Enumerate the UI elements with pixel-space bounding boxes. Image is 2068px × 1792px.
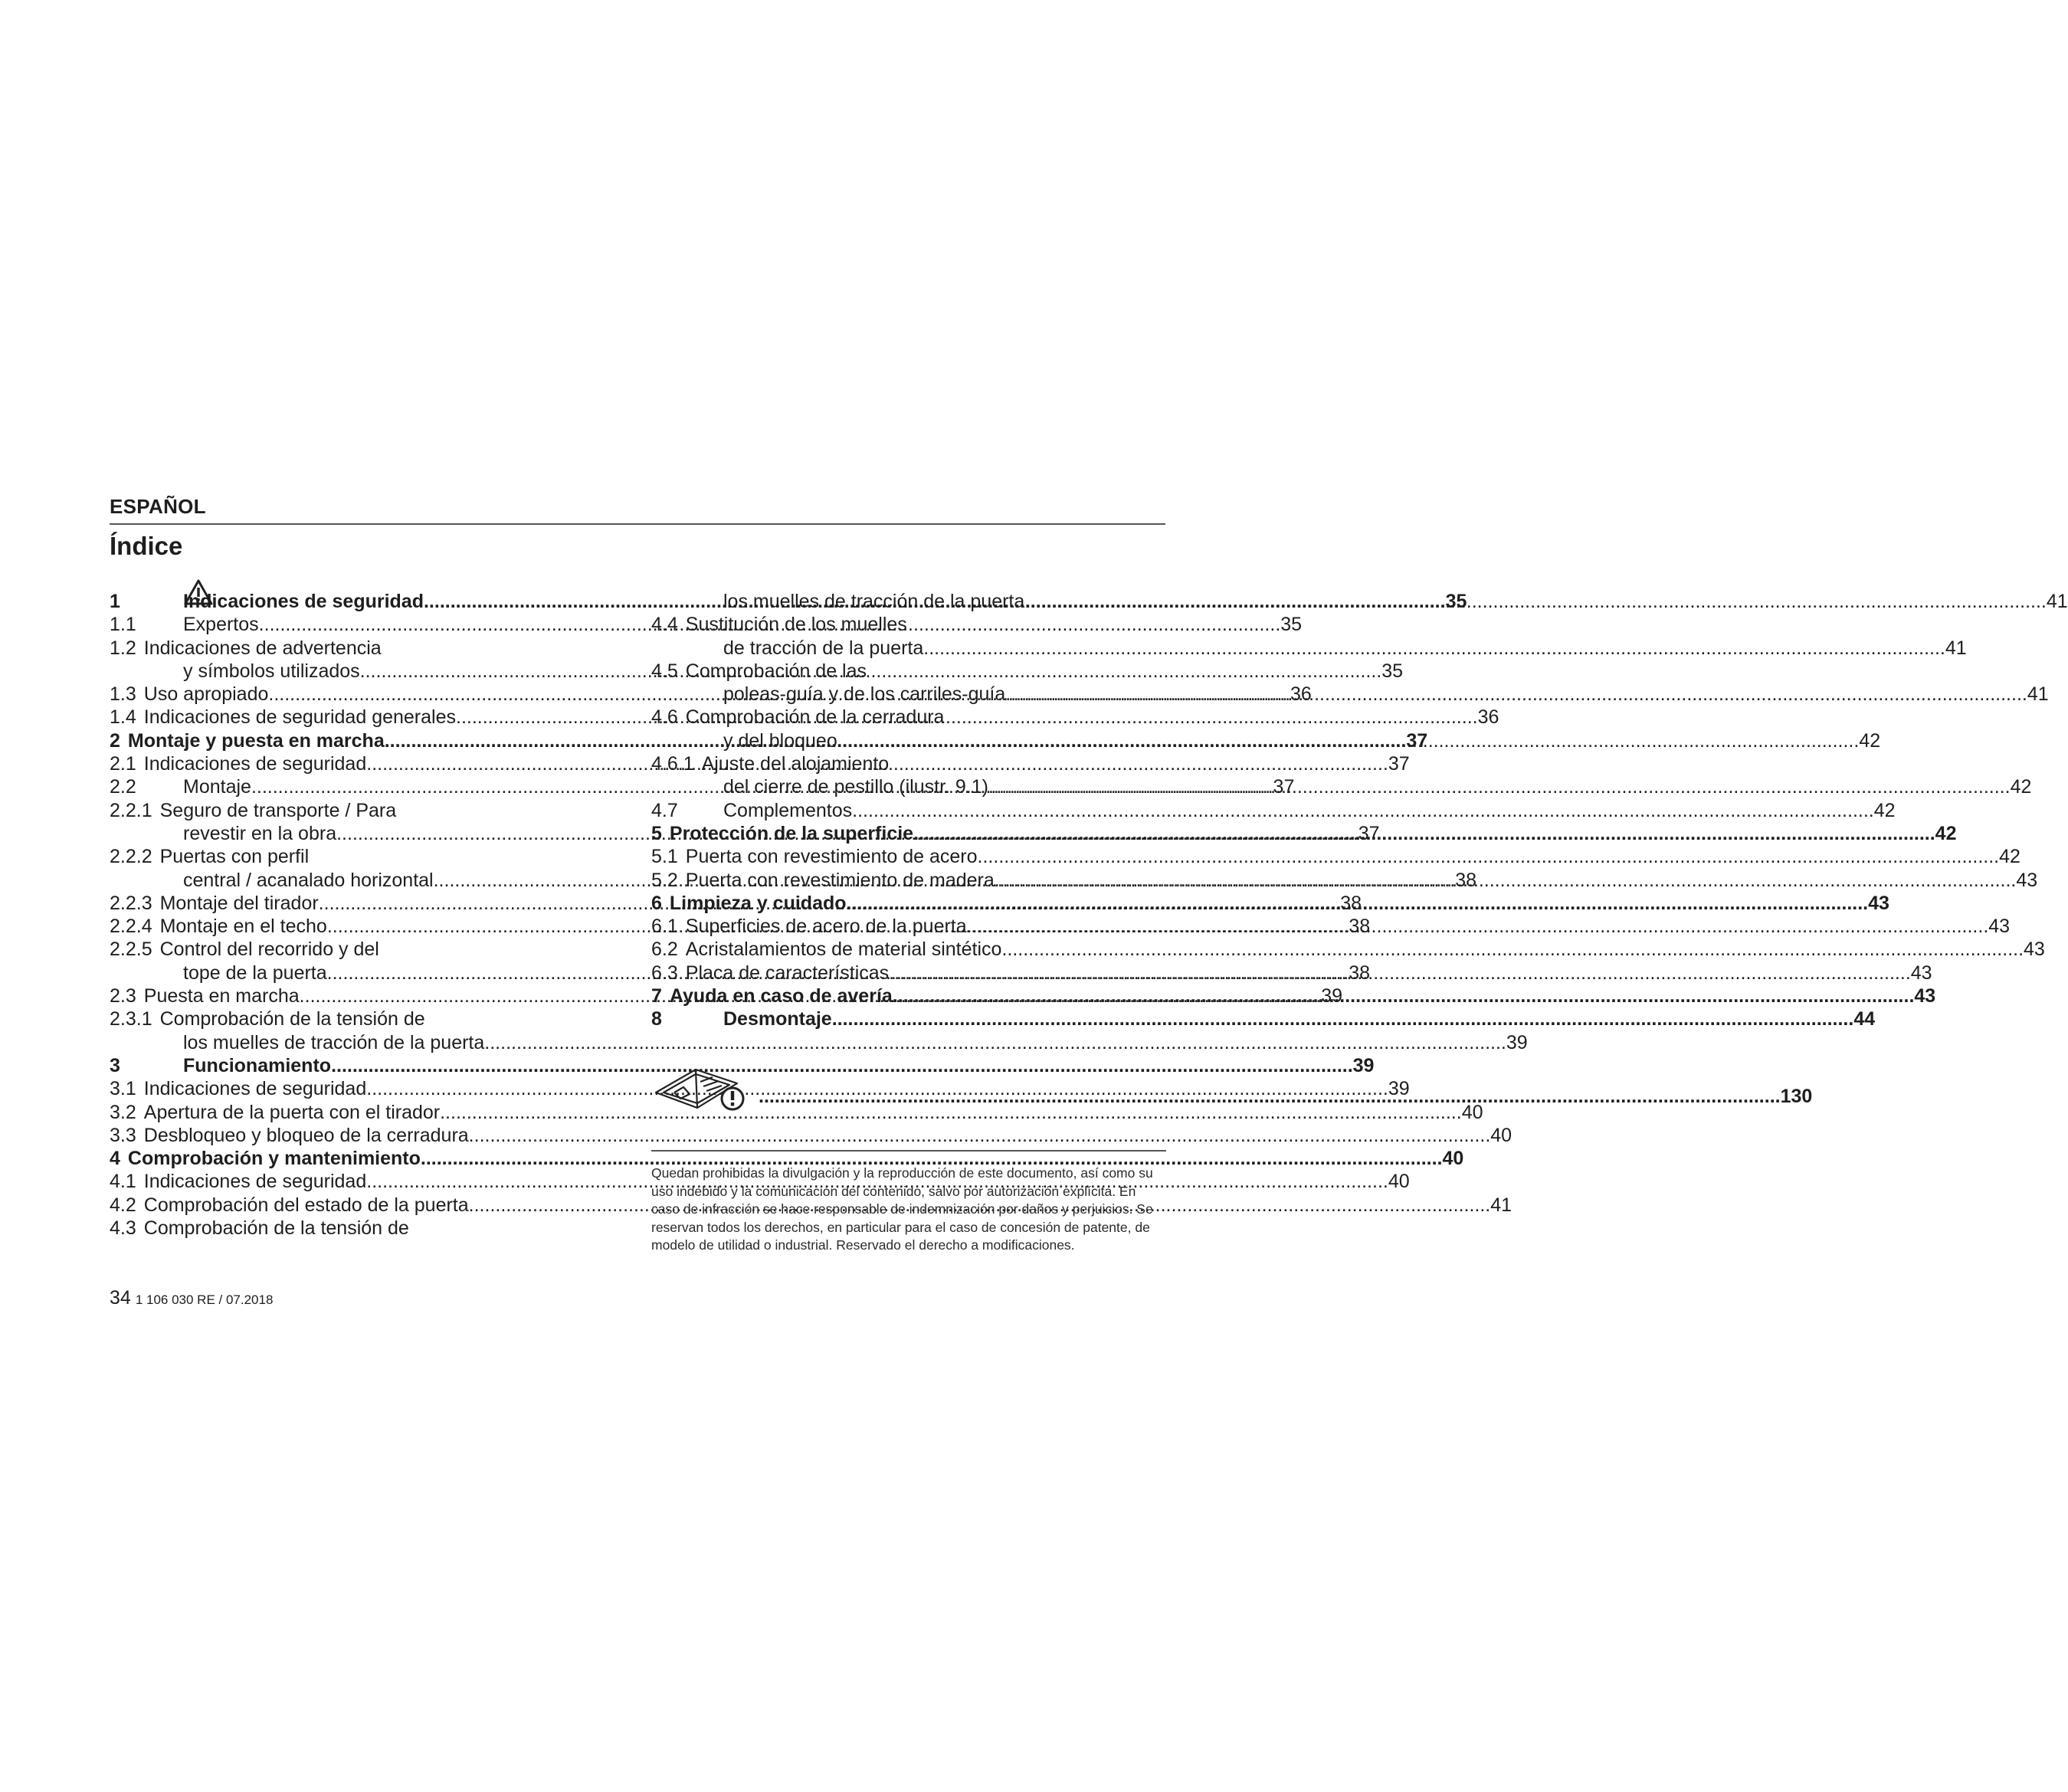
toc-entry[interactable] [110, 1147, 1464, 1170]
toc-page-number: 42 [1859, 729, 1881, 752]
toc-entry-title: Comprobación de la cerradura [685, 706, 945, 729]
toc-entry-title: Seguro de transporte / Para [159, 799, 397, 821]
toc-entry-title: Uso apropiado [143, 683, 269, 706]
toc-entry-number: 4.4 [651, 614, 678, 636]
toc-entry[interactable] [651, 706, 1128, 729]
toc-entry-number: 4.7 [651, 799, 678, 821]
toc-entry-number: 5.2 [651, 869, 678, 891]
toc-page-number: 35 [1445, 591, 1467, 612]
copyright-notice: Quedan prohibidas la divulgación y la reproducción de este documento, así como su uso indebido y la comunicación del contenido, salvo por autorización explícita. En caso de infracción se hace responsable de indemnización por daños y perjuicios. Se reservan todos los derechos, en particular para el caso de concesión de patente, de modelo de utilidad o industrial. Reservado el derecho a modificaciones. [651, 1165, 1153, 1253]
toc-entry-title: Comprobación de las [685, 660, 867, 682]
toc-leader-dots [988, 775, 2011, 798]
toc-page-number: 37 [1406, 729, 1428, 752]
toc-entry-title: Sustitución de los muelles [685, 614, 907, 636]
language-heading: ESPAÑOL [110, 495, 206, 518]
toc-page-number: 43 [2024, 939, 2045, 961]
toc-entry-title: Indicaciones de seguridad [143, 753, 367, 775]
toc-entry[interactable] [651, 752, 1128, 775]
toc-entry-title: los muelles de tracción de la puerta [183, 1031, 485, 1053]
toc-entry-number: 2.2.3 [110, 892, 152, 914]
toc-entry-title: tope de la puerta [183, 962, 327, 984]
toc-leader-dots [967, 915, 1989, 938]
toc-entry-number: 6 [651, 892, 662, 914]
toc-entry-title: Indicaciones de seguridad generales [143, 706, 456, 729]
toc-entry[interactable] [110, 1170, 1410, 1193]
toc-entry-number: 3 [110, 1054, 120, 1076]
toc-entry-title: Montaje del tirador [159, 892, 319, 914]
toc-page-number: 43 [2016, 869, 2038, 891]
toc-entry-title: Montaje en el techo [159, 916, 327, 938]
toc-entry-title: Indicaciones de seguridad [143, 1171, 367, 1193]
toc-entry-number: 4.3 [110, 1217, 136, 1240]
toc-entry-title: Ajuste del alojamiento [701, 753, 890, 775]
toc-page-number: 37 [1358, 822, 1380, 844]
toc-entry[interactable] [651, 845, 2020, 868]
toc-entry-number: 1 [110, 591, 120, 612]
toc-entry-title: Comprobación y mantenimiento [127, 1148, 421, 1170]
toc-entry-number: 1.3 [110, 683, 136, 706]
toc-leader-dots [1024, 590, 2047, 613]
toc-page-number: 41 [2046, 591, 2068, 612]
toc-entry-title: Desbloqueo y bloqueo de la cerradura [143, 1124, 469, 1146]
toc-leader-dots [1005, 683, 2027, 706]
toc-page-number: 40 [1490, 1124, 1512, 1146]
toc-entry[interactable] [110, 1054, 1375, 1077]
toc-entry-number: 7 [651, 985, 662, 1007]
toc-entry-number: 4 [110, 1148, 120, 1170]
toc-entry-title: Protección de la superficie [669, 822, 914, 844]
toc-entry-number: 2.2 [110, 776, 136, 798]
toc-page-number: 43 [1914, 985, 1936, 1007]
toc-entry-number: 4.2 [110, 1194, 136, 1216]
toc-entry-title: revestir en la obra [183, 822, 337, 844]
toc-entry-title: de tracción de la puerta [723, 637, 924, 659]
toc-entry-number: 1.2 [110, 637, 136, 659]
illustrated-section-icon [653, 1063, 760, 1115]
toc-entry-title: Limpieza y cuidado [669, 892, 847, 914]
toc-page-number: 42 [1873, 799, 1896, 821]
toc-entry[interactable] [110, 1077, 1410, 1100]
toc-page-number: 39 [1352, 1054, 1375, 1076]
toc-entry-number: 2.2.1 [110, 799, 152, 821]
toc-entry[interactable] [651, 637, 1967, 660]
toc-page-number: 40 [1442, 1148, 1464, 1170]
toc-page-number: 39 [1506, 1031, 1528, 1053]
toc-entry[interactable] [110, 938, 617, 961]
toc-entry-number: 8 [651, 1008, 662, 1030]
toc-entry-number: 2.3.1 [110, 1008, 152, 1030]
toc-entry-title: Apertura de la puerta con el tirador [143, 1101, 441, 1123]
toc-entry-number: 6.3 [651, 962, 678, 984]
toc-entry-title: y símbolos utilizados [183, 660, 360, 682]
toc-entry-number: 5 [651, 822, 662, 844]
toc-entry-number: 5.1 [651, 846, 678, 868]
toc-entry-title: Acristalamientos de material sintético [685, 939, 1002, 961]
toc-leader-dots [913, 822, 1935, 845]
toc-leader-dots [837, 729, 1860, 752]
toc-entry[interactable] [651, 613, 1128, 636]
toc-entry-number: 1.1 [110, 614, 136, 636]
toc-page-number: 130 [1780, 1086, 1813, 1107]
toc-entry-title: y del bloqueo [723, 729, 837, 752]
toc-page-number: 43 [1868, 892, 1889, 914]
toc-entry[interactable] [651, 660, 1128, 683]
page-number: 34 [110, 1287, 131, 1309]
toc-entry[interactable] [110, 845, 617, 868]
toc-entry-number: 4.6.1 [651, 753, 694, 775]
toc-entry-number: 3.3 [110, 1124, 136, 1146]
toc-page-number: 38 [1340, 892, 1362, 914]
toc-page-number: 43 [1988, 916, 2011, 938]
toc-entry-number: 4.5 [651, 660, 678, 682]
toc-entry[interactable] [110, 799, 617, 822]
toc-entry-title: del cierre de pestillo (ilustr. 9.1) [723, 776, 988, 798]
top-divider [110, 523, 1165, 525]
toc-entry[interactable] [651, 938, 2045, 961]
toc-leader-dots [484, 1031, 1506, 1054]
toc-entry-title: Indicaciones de seguridad [183, 591, 424, 612]
page-footer [110, 1287, 273, 1309]
toc-leader-dots [847, 892, 1869, 915]
toc-page-number: 38 [1455, 869, 1477, 891]
toc-entry-title: Complementos [723, 799, 853, 821]
toc-page-number: 39 [1321, 985, 1343, 1007]
toc-page-number: 36 [1477, 706, 1499, 729]
toc-page-number: 38 [1349, 916, 1371, 938]
toc-page-number: 37 [1273, 776, 1295, 798]
toc-leader-dots [469, 1124, 1491, 1147]
toc-leader-dots [852, 799, 1874, 822]
toc-page-number: 42 [1935, 822, 1957, 844]
toc-page-number: 35 [1280, 614, 1303, 636]
toc-entry-title: Placa de características [685, 962, 890, 984]
toc-entry-number: 2.1 [110, 753, 136, 775]
toc-page-number: 43 [1910, 962, 1932, 984]
toc-entry-number: 2.2.2 [110, 846, 152, 868]
toc-entry-title: Indicaciones de seguridad [143, 1078, 367, 1100]
toc-page-number: 37 [1388, 753, 1410, 775]
toc-entry[interactable] [651, 1007, 1876, 1030]
toc-entry[interactable] [110, 637, 617, 660]
toc-leader-dots [832, 1007, 1854, 1030]
toc-entry[interactable] [110, 1124, 1512, 1147]
toc-page-number: 40 [1461, 1101, 1483, 1123]
toc-entry-title: Puerta con revestimiento de madera [685, 869, 995, 891]
toc-entry-number: 4.6 [651, 706, 678, 729]
toc-entry-title: Ayuda en caso de avería [669, 985, 893, 1007]
toc-entry-number: 2.2.4 [110, 916, 152, 938]
toc-entry-title: central / acanalado horizontal [183, 869, 434, 891]
toc-entry-number: 2.3 [110, 985, 136, 1007]
toc-entry-number: 6.2 [651, 939, 678, 961]
toc-entry-title: poleas-guía y de los carriles-guía [723, 683, 1006, 706]
toc-entry-title: Superficies de acero de la puerta [685, 916, 967, 938]
toc-page-number: 35 [1381, 660, 1404, 682]
toc-entry[interactable] [110, 1194, 1512, 1217]
toc-entry-title: Puesta en marcha [143, 985, 300, 1007]
toc-entry-title: Comprobación de la tensión de [159, 1008, 425, 1030]
toc-leader-dots [331, 1054, 1353, 1077]
toc-entry[interactable] [110, 1007, 617, 1030]
toc-leader-dots [1001, 938, 2024, 961]
toc-entry[interactable] [110, 1217, 617, 1240]
toc-leader-dots [759, 1085, 1781, 1108]
toc-entry-number: 6.1 [651, 916, 678, 938]
toc-leader-dots [978, 845, 2000, 868]
toc-entry-number: 2 [110, 729, 120, 752]
notice-divider [651, 1150, 1166, 1152]
toc-entry[interactable] [651, 799, 1896, 822]
toc-entry-number: 3.2 [110, 1101, 136, 1123]
toc-entry-title: Comprobación de la tensión de [143, 1217, 409, 1240]
toc-page-number: 39 [1388, 1078, 1410, 1100]
toc-entry[interactable] [110, 1101, 1483, 1124]
toc-entry-title: Montaje [183, 776, 251, 798]
toc-entry-title: Desmontaje [723, 1008, 832, 1030]
page-title: Índice [110, 532, 183, 560]
toc-page-number: 42 [2010, 776, 2032, 798]
toc-page-number: 38 [1349, 962, 1371, 984]
toc-page-number: 44 [1853, 1008, 1876, 1030]
toc-entry-title: Funcionamiento [183, 1054, 332, 1076]
toc-page-number: 40 [1388, 1171, 1410, 1193]
toc-entry-number: 2.2.5 [110, 939, 152, 961]
toc-page-number: 42 [1999, 846, 2020, 868]
toc-leader-dots [995, 869, 2017, 892]
document-code: 1 106 030 RE / 07.2018 [135, 1292, 274, 1307]
toc-leader-dots [889, 962, 1911, 984]
toc-entry-title: Comprobación del estado de la puerta [143, 1194, 469, 1216]
toc-page-number: 41 [2027, 683, 2049, 706]
toc-page-number: 41 [1945, 637, 1967, 659]
toc-entry-title: Control del recorrido y del [159, 939, 379, 961]
toc-entry-title: Montaje y puesta en marcha [127, 729, 385, 752]
toc-entry-number: 1.4 [110, 706, 136, 729]
toc-entry-number: 3.1 [110, 1078, 136, 1100]
toc-entry-title: Expertos [183, 614, 259, 636]
toc-entry[interactable] [110, 1031, 1528, 1054]
toc-entry-title: los muelles de tracción de la puerta [723, 591, 1025, 612]
toc-page-number: 41 [1490, 1194, 1512, 1216]
toc-entry-title: Puerta con revestimiento de acero [685, 846, 978, 868]
toc-entry-number: 4.1 [110, 1171, 136, 1193]
toc-leader-dots [923, 637, 1945, 660]
toc-entry-title: Indicaciones de advertencia [143, 637, 382, 659]
toc-page-number: 36 [1290, 683, 1312, 706]
toc-entry-title: Puertas con perfil [159, 846, 310, 868]
toc-leader-dots [893, 984, 1915, 1007]
